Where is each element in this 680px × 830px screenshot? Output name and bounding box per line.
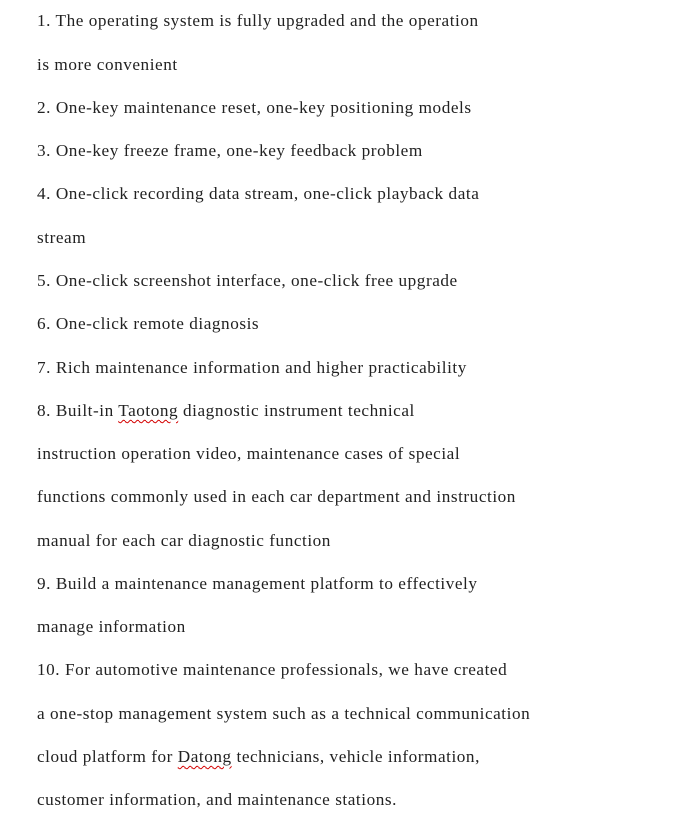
text-line: 2. One-key maintenance reset, one-key positioning models: [37, 98, 472, 117]
text-line: a one-stop management system such as a technical communication: [37, 704, 531, 723]
text-line: 5. One-click screenshot interface, one-click free upgrade: [37, 271, 458, 290]
text-line: [37, 748, 480, 765]
text-segment: 8. Built-in: [37, 401, 119, 420]
text-segment: technicians, vehicle information,: [231, 747, 480, 766]
text-line: is more convenient: [37, 55, 178, 74]
text-line: 3. One-key freeze frame, one-key feedback problem: [37, 141, 423, 160]
text-line: 9. Build a maintenance management platform to effectively: [37, 574, 478, 593]
text-line: 10. For automotive maintenance professionals, we have created: [37, 660, 508, 679]
spellcheck-flagged-word: Datong: [177, 747, 232, 766]
text-line: customer information, and maintenance stations.: [37, 790, 397, 809]
text-line: 6. One-click remote diagnosis: [37, 314, 260, 333]
text-line: [37, 402, 415, 419]
text-line: 4. One-click recording data stream, one-click playback data: [37, 184, 480, 203]
text-line: manage information: [37, 617, 186, 636]
text-line: instruction operation video, maintenance cases of special: [37, 444, 461, 463]
text-segment: diagnostic instrument technical: [178, 401, 415, 420]
text-line: 1. The operating system is fully upgraded and the operation: [37, 11, 479, 30]
text-segment: cloud platform for: [37, 747, 178, 766]
text-line: manual for each car diagnostic function: [37, 531, 331, 550]
text-line: functions commonly used in each car department and instruction: [37, 487, 516, 506]
spellcheck-flagged-word: Taotong: [118, 401, 179, 420]
text-line: 7. Rich maintenance information and higher practicability: [37, 358, 467, 377]
text-line: stream: [37, 228, 87, 247]
